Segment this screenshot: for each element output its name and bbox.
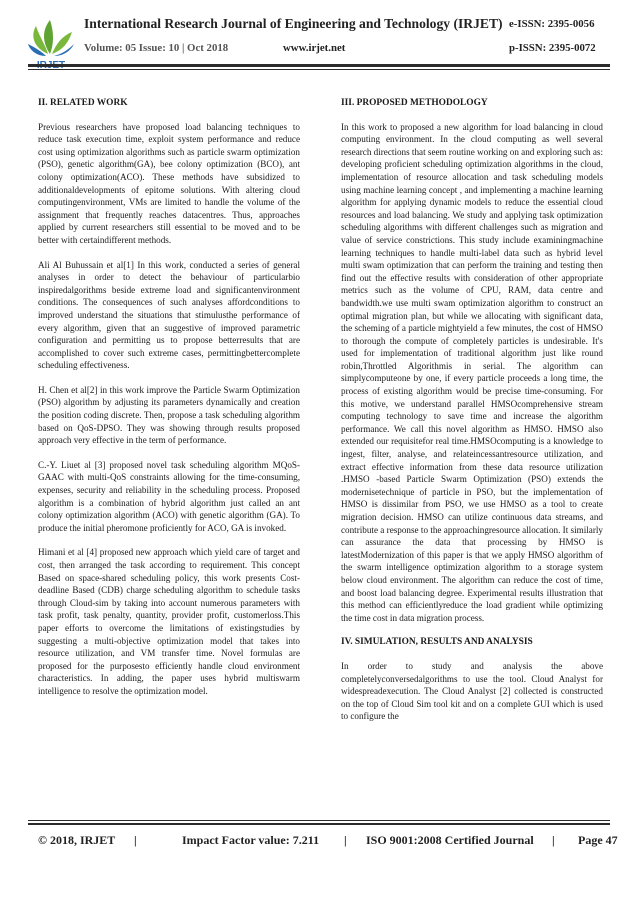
paragraph: In this work to proposed a new algorithm for load balancing in cloud computing environment. In the cloud computing as well several research directions that seem routine working on and exploring such as: developing proficient scheduling optimization algorithms in the cloud, implementation of resource allocation and task scheduling models using machine learning concept , and implementing a machine learning algorithm for applying dynamic models to reduce the essential cloud resources and load balancing. We study and applying task optimization scheduling algorithms with different challenges such as migration and value of service constrictions. This study include examiningmachine learning techniques to handle multi-label data such as hybrid level multi swam optimization that can perform the training and testing then find out the effective results with consideration of other appropriate metrics such as the volume of CPU, RAM, data centre and bandwidth.we use multi swam optimization algorithm to construct an optimal migration plan, but while we allocating with significant data, the scheming of a particle mightyield a few minutes, the cost of HMSO to thorough the compute of completely particles is undesirable. It's used for implementation of traditional algorithm just like round robin,Throttled Algorithmis in serial. The algorithm can simplycomputeone by one, if every particle proceeds a long time, the process of existing algorithm would be precise time-consuming. For this motive, we understand parallel HMSOcomprehensive stream computing technology to save time and increase the algorithm performance. We call this novel algorithm as HMSO. HMSO also extended our requisitefor real time.HMSOcomputing is a knowledge to ingest, filter, analyse, and relateincessantresource utilization, and extract effective information from these data resource utilization .HMSO -based Particle Swarm Optimization (PSO) extends the modernisetechnique of particle in PSO, but the implementation of HMSO is dissimilar from PSO, we use HMSO as a tool to create migration decision. HMSO can utilize continuous data streams, and contribute a response to the approachingresource allocation. It similarly can assurance the data that processing by HMSO is latestModernization of this paper is that we apply HMSO algorithm of the swarm intelligence optimization algorithm to a storage system below cloud environment. The algorithm can reduce the cost of time, and boost load balancing degree. Experimental results illustration that this method can efficientlyreduce the load gradient while optimizing the time cost in data migration process. xyxy=(341,121,604,623)
footer-divider-thin xyxy=(28,820,610,821)
header-divider-thin xyxy=(28,69,610,70)
section-heading-simulation: IV. SIMULATION, RESULTS AND ANALYSIS xyxy=(341,637,533,648)
section-heading-proposed-methodology: III. PROPOSED METHODOLOGY xyxy=(341,98,488,108)
e-issn: e-ISSN: 2395-0056 xyxy=(509,18,595,30)
page-footer xyxy=(30,833,618,853)
paragraph: Previous researchers have proposed load balancing techniques to reduce task execution time, exploit system performance and reduce cost using optimization algorithms such as particle swarm optimization (PSO), genetic algorithm(GA), bee colony optimization (BCO), ant colony optimization(ACO). These methods have subsidized to additionaldevelopments of epitome solutions. With altering cloud computingenvironment, VMs are limited to handle the volume of the assignment that frequently reaches datacentres. Thus, approaches applied by current researchers still essential to be moved and to be better with certaindifferent methods. xyxy=(38,121,300,245)
iso-certification: ISO 9001:2008 Certified Journal xyxy=(366,833,534,847)
paragraph: H. Chen et al[2] in this work improve the Particle Swarm Optimization (PSO) algorithm by adjusting its parameters dynamically and creation the position coding discrete. Then, propose a task scheduling algorithm based on QoS-DPSO. They was showing through results proposed approach very effective in the term of performance. xyxy=(38,384,300,446)
paragraph: C.-Y. Liuet al [3] proposed novel task scheduling algorithm MQoS-GAAC with multi-QoS constraints allowing for the time-consuming, expenses, security and reliability in the scheduling process. Proposed algorithm is a combination of hybrid algorithm just called an ant colony optimization algorithm (ACO) with genetic algorithm (GA). To produce the initial pheromone proficiently for ACO, GA is invoked. xyxy=(38,459,300,533)
footer-separator: | xyxy=(134,833,137,847)
left-column xyxy=(38,97,300,710)
section-heading-related-work: II. RELATED WORK xyxy=(38,98,128,108)
page-header xyxy=(0,0,638,80)
header-divider xyxy=(28,64,610,67)
irjet-logo xyxy=(26,18,76,70)
logo-leaves xyxy=(28,20,74,56)
journal-title: International Research Journal of Engineering and Technology (IRJET) xyxy=(84,16,503,31)
impact-factor: Impact Factor value: 7.211 xyxy=(182,833,320,847)
right-column xyxy=(341,97,603,735)
volume-issue: Volume: 05 Issue: 10 | Oct 2018 xyxy=(84,42,229,54)
page-number: Page 47 xyxy=(578,833,618,847)
footer-divider xyxy=(28,823,610,825)
p-issn: p-ISSN: 2395-0072 xyxy=(509,42,596,54)
footer-separator: | xyxy=(344,833,347,847)
paragraph: Ali Al Buhussain et al[1] In this work, conducted a series of general analyses in order to detect the behaviour of particularbio inspiredalgorithms beside extreme load and significantenvironment conditions. The consequences of such analyses affordconditions to improved understand the situations that stimulusthe performance of every algorithm, given that an suggestive of improved parametric configuration and permitting us to propose betterresults that are accomplished to cover such extreme cases, permittingbettercomplete scheduling effectiveness. xyxy=(38,259,300,371)
paragraph: In order to study and analysis the above completelyconversedalgorithms to use the tool. Cloud Analyst for widespreadexecution. The Cloud Analyst [2] collected is constructed on the top of Cloud Sim tool kit and on a complete GUI which is used to configure the xyxy=(341,660,603,722)
copyright: © 2018, IRJET xyxy=(38,833,116,847)
footer-separator: | xyxy=(552,833,555,847)
journal-url[interactable]: www.irjet.net xyxy=(283,42,346,54)
paragraph: Himani et al [4] proposed new approach which yield care of target and cost, then arranged the task according to requirement. This concept Based on space-shared scheduling policy, this work presents Cost-deadline Based (CDB) charge scheduling algorithm to schedule tasks through Cloud-sim by taking into account numerous parameters with task profit, task penalty, quantity, provider profit, customerloss.This paper efforts to overcome the limitations of existingstudies by suggesting a multi-objective optimization model that takes into resource utilization, and VM transfer time. Novel formulas are proposed for the purposesto efficiently handle cloud environment characteristics. In adding, the paper uses hybrid multiswarm intelligence to resolve the optimization model. xyxy=(38,547,300,696)
